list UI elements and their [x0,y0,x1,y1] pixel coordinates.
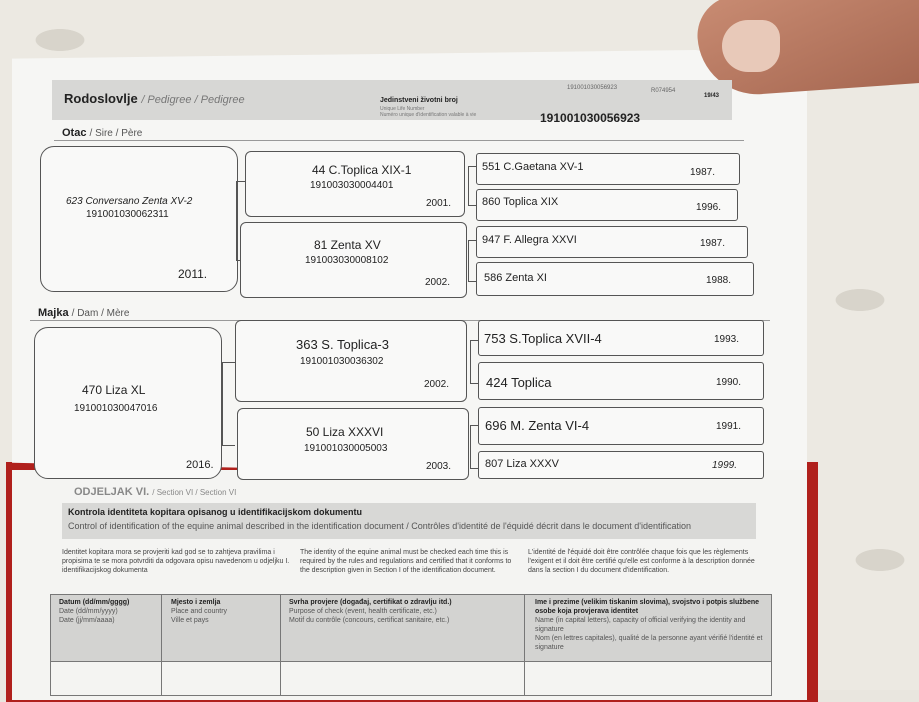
header-place-fr: Ville et pays [171,617,209,624]
dam-label-sub: / Dam / Mère [71,308,130,319]
gp-name-7: 696 M. Zenta VI-4 [485,418,590,433]
gp-year-6: 1990. [716,377,742,388]
section-heading-hr: Kontrola identiteta kopitara opisanog u identifikacijskom dokumentu [68,507,363,517]
intro-text-hr: Identitet kopitara mora se provjeriti kad god se to zahtjeva pravilima i propisima te se mora potvrditi da odgovara opisu navedenom u odjeljku I. identifikacijskog dokumenta [62,549,290,574]
title-main: Rodoslovlje [64,91,138,106]
gp-year-7: 1991. [716,421,742,432]
section-title-main: ODJELJAK VI. [74,486,150,498]
parent-number-2: 191003030008102 [305,255,389,266]
header-official-fr: Nom (en lettres capitales), qualité de la personne ayant vérifié l'identité et signature [535,635,763,651]
gp-name-4: 586 Zenta XI [484,272,547,284]
gp-year-2: 1996. [696,202,722,213]
gp-name-5: 753 S.Toplica XVII-4 [484,331,602,346]
sire-label-main: Otac [62,127,87,139]
intro-text-en: The identity of the equine animal must be checked each time this is required by the rules and regulations and certified that it conforms to the description given in Section I of the identification document. [300,549,512,574]
parent-name-3: 363 S. Toplica-3 [296,337,389,352]
parent-year-1: 2001. [426,198,452,209]
sire-name: 623 Conversano Zenta XV-2 [66,196,193,207]
uln-sub-en: Unique Life Number [380,106,425,112]
header-purpose-title: Svrha provjere (događaj, certifikat o zdravlju itd.) [289,599,452,606]
dam-label [38,307,129,319]
page-number: 19/43 [704,93,720,99]
sire-year: 2011. [178,267,208,281]
gp-name-3: 947 F. Allegra XXVI [482,234,577,246]
header-date-fr: Date (jj/mm/aaaa) [59,617,115,624]
header-purpose [289,598,521,625]
dam-label-main: Majka [38,307,69,319]
sire-rule [54,140,744,141]
gp-name-8: 807 Liza XXXV [485,458,559,470]
top-code: R074954 [651,88,676,94]
sire-label [62,127,142,139]
parent-name-1: 44 C.Toplica XIX-1 [312,163,412,177]
dam-year: 2016. [186,459,214,471]
parent-number-4: 191001030005003 [304,443,388,454]
section-title [74,486,236,498]
dam-bracket [222,362,235,446]
header-purpose-en: Purpose of check (event, health certificate, etc.) [289,608,437,615]
header-date [59,598,159,625]
column-divider-1 [161,595,162,695]
header-official-en: Name (in capital letters), capacity of official verifying the identity and signature [535,617,746,633]
header-purpose-fr: Motif du contrôle (concours, certificat sanitaire, etc.) [289,617,450,624]
top-id-number: 191001030056923 [567,85,618,91]
gp-year-4: 1988. [706,275,732,286]
uln-sub [380,106,476,118]
uln-sub-fr: Numéro unique d'identification valable à vie [380,112,477,118]
intro-text-fr: L'identité de l'équidé doit être contrôlée chaque fois que les règlements l'exigent et il doit être certifié qu'elle est conforme à la description donnée dans la section I du document d'identification. [528,549,755,574]
gp-year-5: 1993. [714,334,740,345]
parent-number-1: 191003030004401 [310,180,394,191]
column-divider-3 [524,595,525,695]
parent-year-3: 2002. [424,379,450,390]
parent-number-3: 191001030036302 [300,356,384,367]
header-date-en: Date (dd/mm/yyyy) [59,608,118,615]
gp-year-8: 1999. [712,460,738,471]
gp-name-6: 424 Toplica [486,375,552,390]
identity-check-table [50,594,772,696]
dam-number: 191001030047016 [74,403,158,414]
parent-year-2: 2002. [425,277,451,288]
thumbnail [722,20,780,72]
dam-name: 470 Liza XL [82,383,146,397]
header-place-title: Mjesto i zemlja [171,599,221,606]
section-title-sub: / Section VI / Section VI [152,488,237,497]
title-sub: / Pedigree / Pedigree [141,94,245,106]
uln-value: 191001030056923 [540,111,641,125]
header-date-title: Datum (dd/mm/gggg) [59,599,130,606]
header-place-en: Place and country [171,608,228,615]
uln-label: Jedinstveni životni broj [380,97,458,104]
header-official [535,598,765,652]
gp-name-1: 551 C.Gaetana XV-1 [482,161,584,173]
gp-year-3: 1987. [700,238,726,249]
parent-year-4: 2003. [426,461,452,472]
sire-number: 191001030062311 [86,209,169,220]
header-official-title: Ime i prezime (velikim tiskanim slovima), svojstvo i potpis službene osobe koja provjerava identitet [535,599,760,615]
column-divider-2 [280,595,281,695]
gp-year-1: 1987. [690,167,716,178]
sire-label-sub: / Sire / Père [89,128,143,139]
header-place [171,598,277,625]
page-title [64,91,245,106]
gp-name-2: 860 Toplica XIX [482,196,559,208]
section-heading-en-fr: Control of identification of the equine animal described in the identification document / Contrôles d'identité de l'équidé décrit dans le document d'identification [68,521,692,531]
parent-name-2: 81 Zenta XV [314,238,381,252]
parent-name-4: 50 Liza XXXVI [306,425,384,439]
